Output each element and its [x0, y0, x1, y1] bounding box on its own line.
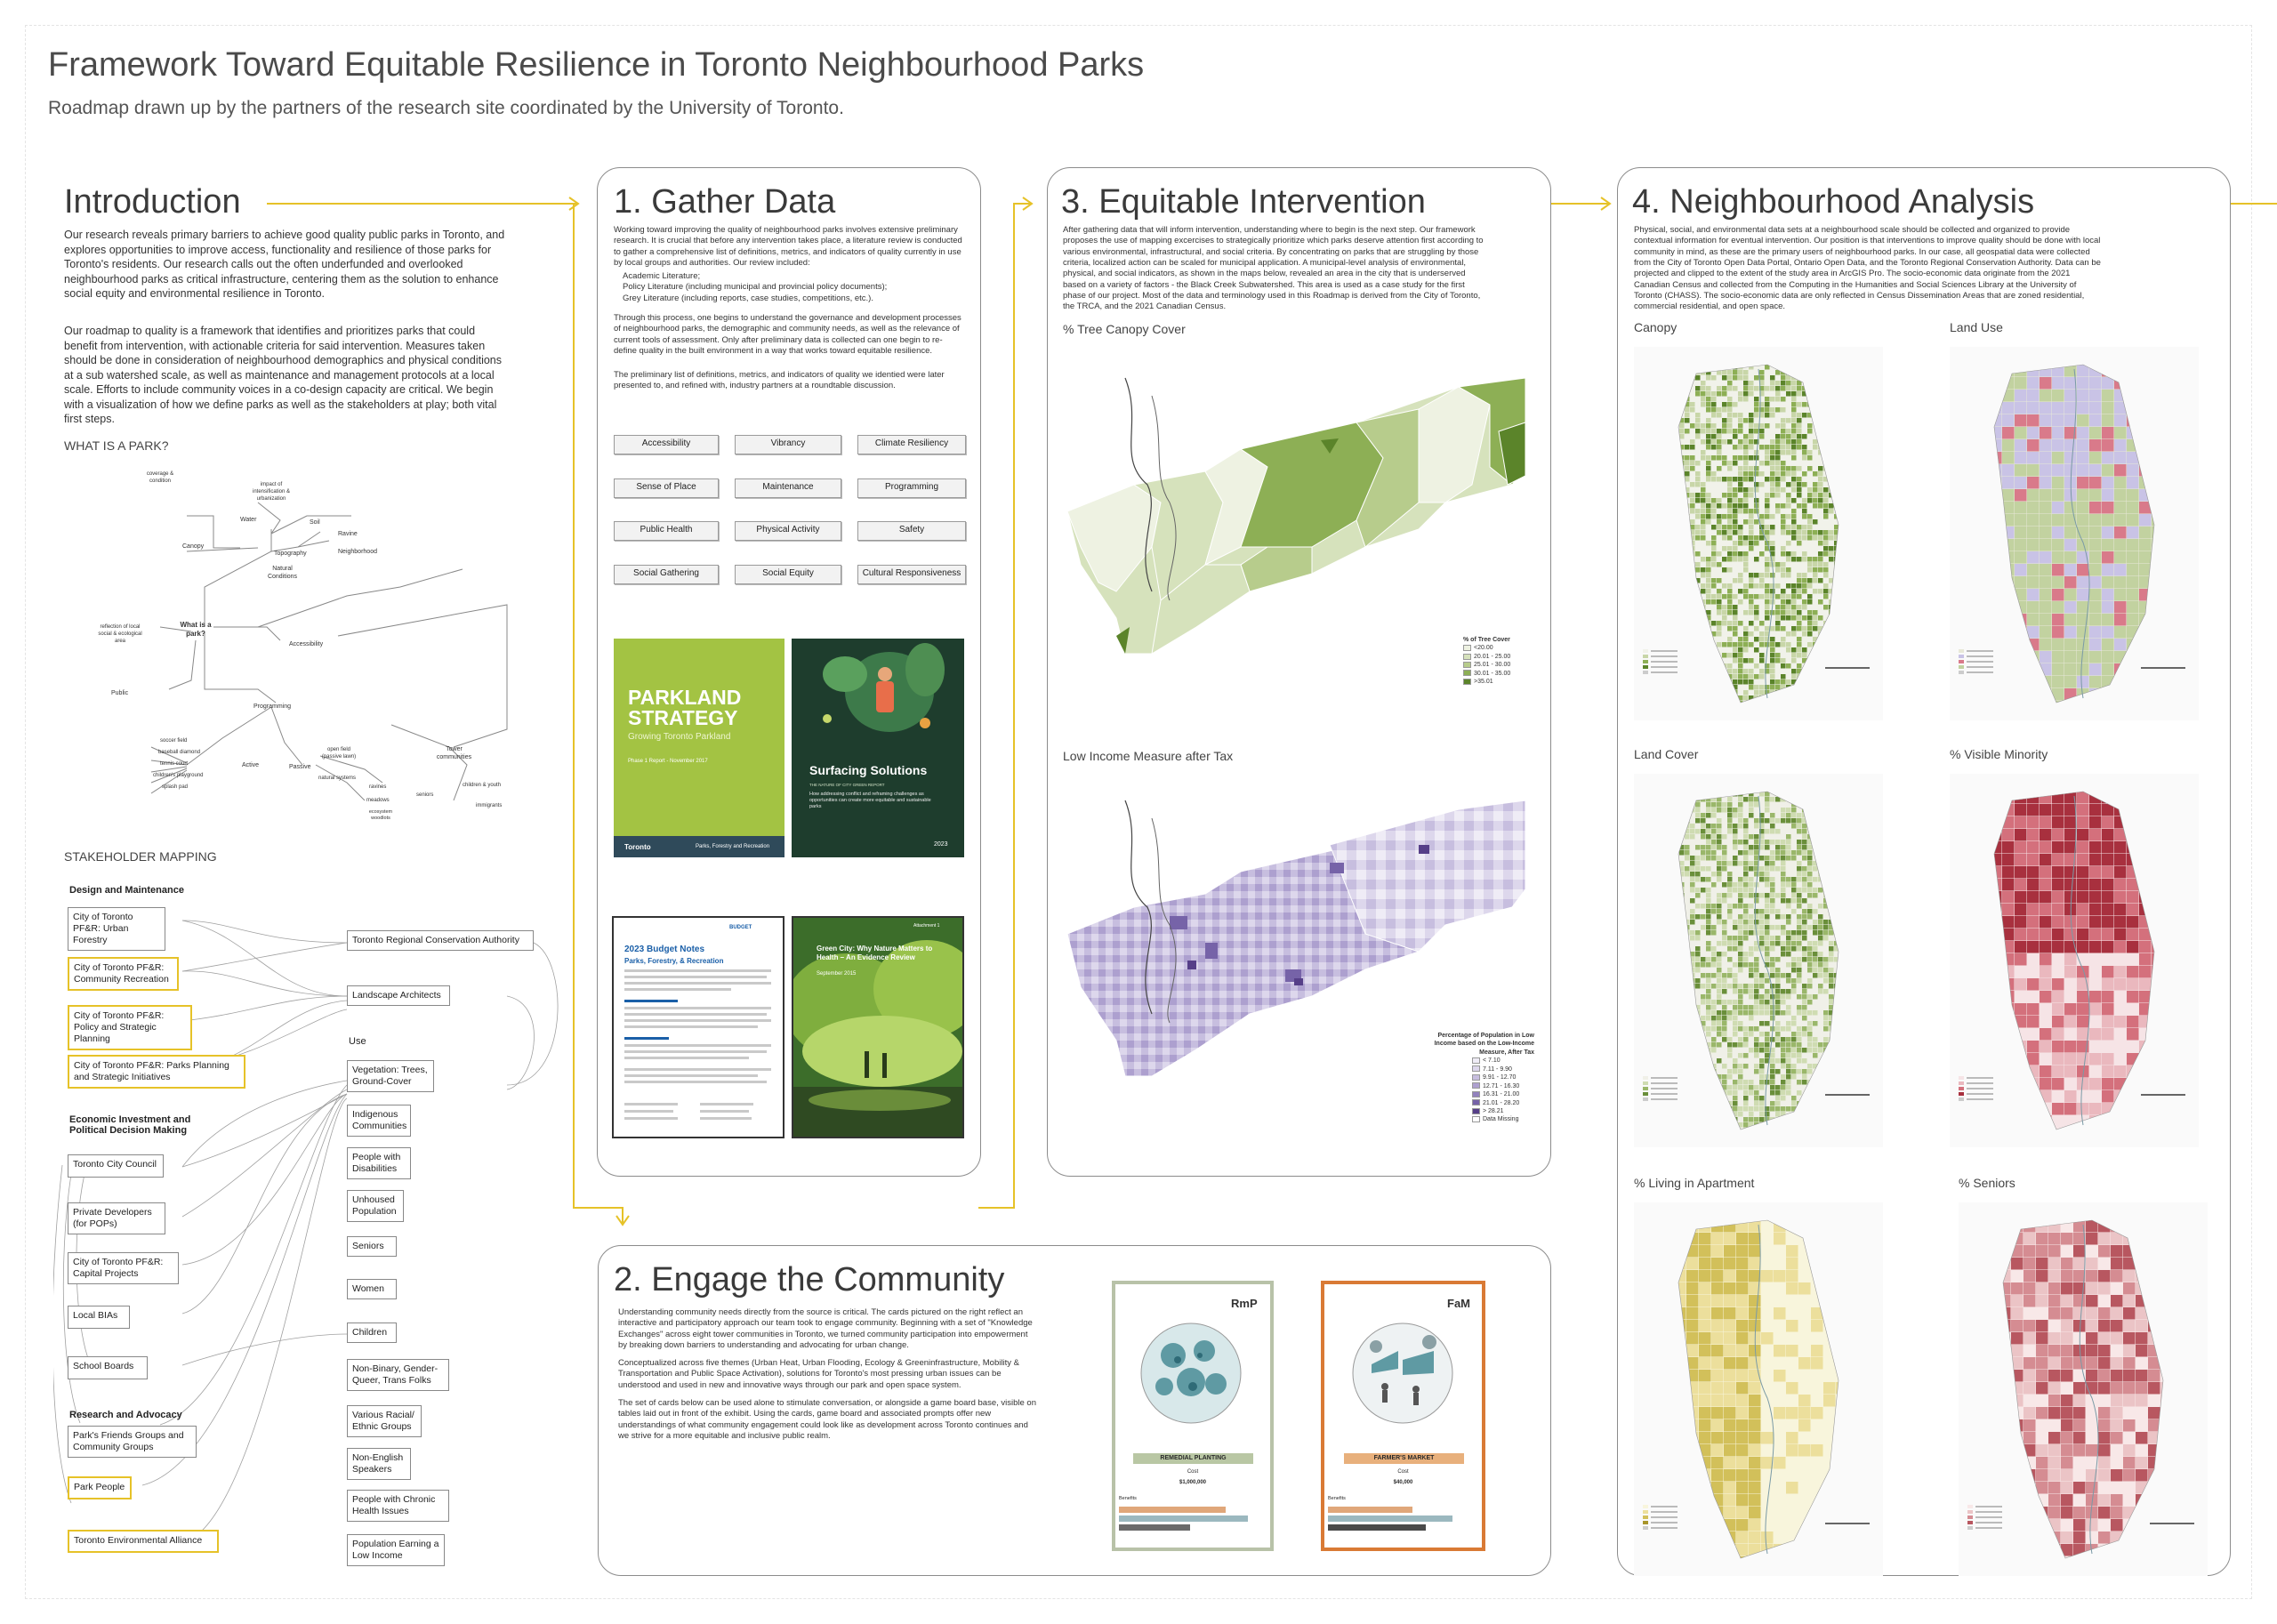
legend-label: 9.91 - 12.70 [1483, 1074, 1517, 1081]
low-income-legend [1428, 1032, 1534, 1124]
stakeholder-box: Non-Binary, Gender-Queer, Trans Folks [347, 1359, 449, 1391]
intervention-paragraph: After gathering data that will inform intervention, understanding where to begin is the next step. Our framework proposes the use of mapping excercises to strategically prioritize which parks deserve attention first according to various environmental, infrastructural, and social criteria. By concentrating on parks that are struggling by those criteria, localized action can be scaled for municipal application. A municipal-level analysis of environmental, physical, and social indicators, as shown in the maps below, revealed an area in the city that is underserved based on a variety of factors - the Black Creek Subwatershed. This area is used as a case study for the first phase of our project. Most of the data and terminology used in this Roadmap is derived from the City of Toronto, the TRCA, and the 2021 Canadian Census. [1063, 225, 1484, 312]
analysis-map-canopy [1634, 347, 1883, 720]
stakeholder-box: Toronto Regional Conservation Authority [347, 930, 534, 951]
mm-natural: Natural Conditions [267, 566, 298, 581]
indicator-pill: Social Equity [735, 565, 841, 584]
analysis-map-title: Land Cover [1634, 747, 1699, 761]
mm-impact: impact of intensification & urbanization [252, 482, 291, 502]
mm-canopy: Canopy [182, 543, 205, 550]
group-design: Design and Maintenance [69, 885, 184, 896]
legend-item [1472, 1073, 1534, 1081]
indicator-pill: Sense of Place [614, 478, 719, 498]
mm-woodlots: ecosystem woodlots [368, 809, 393, 822]
indicator-pill: Physical Activity [735, 521, 841, 541]
analysis-map-minority [1950, 774, 2199, 1147]
card-cost: $1,000,000 [1179, 1480, 1207, 1485]
map-tree-canopy-title: % Tree Canopy Cover [1063, 322, 1186, 336]
mm-natural-systems: natural systems [318, 776, 357, 781]
stakeholder-box: Park People [68, 1476, 132, 1499]
legend-item [1463, 653, 1510, 661]
gather-literature-list [623, 271, 970, 304]
toronto-logo: Toronto [624, 843, 651, 851]
legend-swatch [1472, 1065, 1480, 1072]
legend-label: 30.01 - 35.00 [1474, 670, 1511, 677]
group-use: Use [349, 1036, 366, 1047]
stakeholder-box: Various Racial/ Ethnic Groups [347, 1405, 422, 1437]
stakeholder-box: Indigenous Communities [347, 1105, 411, 1137]
remedial-planting-illustration [1138, 1320, 1244, 1427]
legend-item [1463, 670, 1510, 678]
stakeholder-box: Private Developers (for POPs) [68, 1202, 165, 1234]
budget-logo: BUDGET [729, 925, 752, 930]
mm-ravine: Ravine [338, 531, 358, 537]
poster-subtitle: Roadmap drawn up by the partners of the research site coordinated by the University of Toronto. [48, 98, 844, 118]
green-city-title: Green City: Why Nature Matters to Health – An Evidence Review [817, 945, 933, 961]
analysis-map-title: % Living in Apartment [1634, 1176, 1755, 1190]
card-remedial-planting [1112, 1281, 1274, 1551]
analysis-map-seniors [1959, 1202, 2208, 1576]
intervention-heading: 3. Equitable Intervention [1061, 183, 1426, 221]
legend-item [1472, 1065, 1534, 1073]
stakeholder-box: Park's Friends Groups and Community Groups [68, 1426, 197, 1458]
mm-center: What is a park? [180, 621, 212, 639]
legend-label: > 28.21 [1483, 1107, 1504, 1114]
analysis-map-title: Canopy [1634, 320, 1678, 334]
analysis-map-landuse [1950, 347, 2199, 720]
parkland-strategy-title: PARKLAND STRATEGY [628, 686, 742, 729]
park-mind-map [80, 462, 525, 822]
legend-swatch [1472, 1074, 1480, 1081]
mm-programming: Programming [253, 703, 292, 710]
legend-swatch [1463, 670, 1471, 676]
card-code: RmP [1231, 1297, 1258, 1310]
gather-paragraph-1: Working toward improving the quality of neighbourhood parks involves extensive preliminary research. It is crucial that before any intervention takes place, a literature review is conducted to gather a comprehensive list of definitions, metrics, and indicators of quality currently in use by local groups and authorities. Our review included: [614, 225, 962, 269]
legend-swatch [1463, 662, 1471, 668]
green-city-tag: Attachment 1 [913, 923, 940, 929]
legend-label: < 7.10 [1483, 1057, 1501, 1065]
legend-title: Percentage of Population in Low Income based on the Low-Income Measure, After Tax [1434, 1033, 1534, 1056]
legend-swatch [1463, 654, 1471, 660]
stakeholder-box: Landscape Architects [347, 985, 450, 1006]
green-city-cover [792, 916, 964, 1138]
card-cost-label: Cost [1187, 1469, 1199, 1475]
indicator-pill: Social Gathering [614, 565, 719, 584]
card-benefits-label: Benefits [1119, 1496, 1137, 1501]
mm-tower: Tower communities [436, 746, 472, 761]
mm-tennis: tennis court [160, 761, 189, 767]
legend-label: <20.00 [1474, 645, 1493, 652]
tree-canopy-legend [1463, 636, 1510, 687]
analysis-map-landcover [1634, 774, 1883, 1147]
intro-heading: Introduction [64, 183, 241, 221]
legend-label: 25.01 - 30.00 [1474, 662, 1511, 669]
budget-title: 2023 Budget Notes [624, 945, 705, 954]
mm-baseball: baseball diamond [158, 750, 201, 755]
legend-label: 7.11 - 9.90 [1483, 1065, 1512, 1073]
legend-label: 16.31 - 21.00 [1483, 1091, 1520, 1098]
stakeholder-box: City of Toronto PF&R: Community Recreation [68, 957, 179, 991]
budget-subtitle: Parks, Forestry, & Recreation [624, 957, 724, 965]
card-cost-label: Cost [1397, 1469, 1409, 1475]
legend-item [1463, 678, 1510, 686]
legend-swatch [1463, 679, 1471, 685]
mm-reflection: reflection of local social & ecological area [98, 624, 142, 644]
legend-label: >35.01 [1474, 679, 1493, 686]
indicator-pill: Programming [857, 478, 966, 498]
legend-title: % of Tree Cover [1463, 637, 1510, 643]
surfacing-solutions-cover [792, 639, 964, 857]
legend-item [1472, 1082, 1534, 1090]
stakeholder-box: Non-English Speakers [347, 1448, 411, 1480]
list-item: Academic Literature; [623, 271, 701, 281]
legend-item [1472, 1099, 1534, 1107]
analysis-map-title: % Seniors [1959, 1176, 2016, 1190]
mm-coverage: coverage & condition [146, 471, 174, 484]
mm-neighborhood: Neighborhood [338, 549, 377, 555]
card-code: FaM [1447, 1297, 1470, 1310]
mm-playground: children's playground [153, 773, 204, 778]
poster-title: Framework Toward Equitable Resilience in Toronto Neighbourhood Parks [48, 46, 1145, 84]
legend-item [1472, 1107, 1534, 1115]
parkland-strategy-footer: Parks, Forestry and Recreation [696, 844, 770, 849]
legend-swatch [1472, 1108, 1480, 1114]
legend-item [1472, 1115, 1534, 1123]
card-name: FARMER'S MARKET [1344, 1453, 1464, 1464]
stakeholder-box: Unhoused Population [347, 1190, 404, 1222]
mm-splash: splash pad [162, 784, 189, 790]
stakeholder-box: Women [347, 1279, 397, 1299]
mm-soccer: soccer field [160, 738, 188, 744]
map-low-income-title: Low Income Measure after Tax [1063, 749, 1234, 763]
gather-heading: 1. Gather Data [614, 183, 836, 221]
analysis-paragraph: Physical, social, and environmental data sets at a neighbourhood scale should be collected and organized to provide contextual information for eventual intervention. Our position is that interventions to improve quality should be done with local community in mind, as these are the primary users of neighbourhood parks. In our case, all geospatial data were collected from the City of Toronto Open Data Portal, Ontario Open Data, and the Toronto Regional Conservation Authority. Data can be projected and clipped to the extent of the study area in ArcGIS Pro. The socio-economic data originate from the 2021 Canadian Census and collected from the Computing in the Humanities and Social Sciences Library at the University of Toronto (CHASS). The socio-economic data are only reflected in Census Dissemination Areas that are zoned residential, commercial residential, and open space. [1634, 225, 2101, 312]
intro-paragraph-2: Our roadmap to quality is a framework that identifies and prioritizes parks that could benefit from intervention, with actionable criteria for said intervention. Measures taken should be done in consideration of neighbourhood demographics and physical conditions at a sub watershed scale, as well as maintenance and management protocols at a local scale. Efforts to include community voices in a co-design capacity are critical. We begin with a visualization of how we define parks as well as the stakeholders at play; both vital first steps. [64, 325, 503, 425]
legend-item [1463, 644, 1510, 652]
stakeholder-box: Toronto City Council [68, 1154, 164, 1178]
legend-label: 20.01 - 25.00 [1474, 653, 1511, 660]
mm-water: Water [240, 517, 257, 523]
legend-swatch [1472, 1099, 1480, 1105]
indicator-pill: Vibrancy [735, 435, 841, 454]
stakeholder-box: City of Toronto PF&R: Parks Planning and Strategic Initiatives [68, 1055, 245, 1089]
surfacing-solutions-year: 2023 [934, 841, 948, 848]
mm-meadows: meadows [366, 798, 390, 803]
what-is-park-heading: WHAT IS A PARK? [64, 438, 169, 453]
card-name: REMEDIAL PLANTING [1133, 1453, 1253, 1464]
mm-public: Public [111, 690, 129, 696]
indicator-pill: Safety [857, 521, 966, 541]
indicator-pill: Climate Resiliency [857, 435, 966, 454]
legend-item [1463, 661, 1510, 669]
indicator-pill: Accessibility [614, 435, 719, 454]
legend-label: 12.71 - 16.30 [1483, 1082, 1520, 1089]
green-city-date: September 2015 [817, 971, 857, 977]
surfacing-solutions-sub: THE NATURE OF CITY GREEN REPORT [809, 783, 885, 787]
gather-paragraph-3: The preliminary list of definitions, metrics, and indicators of quality we identied were later presented to, and refined with, industry partners at a roundtable discussion. [614, 370, 945, 391]
group-economic: Economic Investment and Political Decision Making [69, 1114, 191, 1136]
legend-swatch [1472, 1116, 1480, 1122]
legend-item [1472, 1057, 1534, 1065]
stakeholder-box: City of Toronto PF&R: Capital Projects [68, 1252, 179, 1284]
mm-soil: Soil [310, 519, 320, 526]
card-benefits-label: Benefits [1328, 1496, 1346, 1501]
legend-label: Data Missing [1483, 1116, 1519, 1123]
mm-children-youth: children & youth [463, 783, 502, 788]
intro-paragraph-1: Our research reveals primary barriers to achieve good quality public parks in Toronto, and explores opportunities to improve access, functionality and resilience of those parks for Toronto's residents. Our research calls out the often underfunded and overlooked neighbourhood parks as critical infrastructure, centering them as the solution to enhance social equity and environmental resilience in Toronto. [64, 229, 505, 300]
analysis-map-title: Land Use [1950, 320, 2003, 334]
stakeholder-box: City of Toronto PF&R: Policy and Strategic Planning [68, 1005, 192, 1050]
parkland-strategy-subtitle: Growing Toronto Parkland [628, 732, 731, 742]
stakeholder-box: City of Toronto PF&R: Urban Forestry [68, 907, 165, 951]
card-cost: $40,000 [1393, 1480, 1413, 1485]
engage-heading: 2. Engage the Community [614, 1261, 1005, 1298]
indicator-pill: Cultural Responsiveness [857, 565, 966, 584]
surfacing-solutions-title: Surfacing Solutions [809, 763, 928, 777]
card-farmers-market [1321, 1281, 1485, 1551]
legend-swatch [1472, 1082, 1480, 1089]
stakeholder-box: Vegetation: Trees, Ground-Cover [347, 1060, 434, 1092]
surfacing-solutions-desc: How addressing conflict and reframing challenges as opportunities can create more equitable and sustainable parks [809, 792, 931, 810]
legend-swatch [1472, 1057, 1480, 1064]
mm-topography: Topography [274, 551, 307, 557]
stakeholder-box: Local BIAs [68, 1306, 130, 1329]
stakeholder-box: People with Disabilities [347, 1147, 411, 1179]
parkland-strategy-phase: Phase 1 Report - November 2017 [628, 759, 708, 764]
stakeholder-box: Children [347, 1323, 397, 1343]
stakeholder-box: Toronto Environmental Alliance [68, 1530, 219, 1553]
mm-accessibility: Accessibility [289, 641, 324, 647]
mm-immigrants: immigrants [476, 803, 503, 808]
analysis-map-title: % Visible Minority [1950, 747, 2048, 761]
indicator-pill: Public Health [614, 521, 719, 541]
list-item: Grey Literature (including reports, case studies, competitions, etc.). [623, 293, 873, 303]
stakeholder-box: Population Earning a Low Income [347, 1534, 445, 1566]
stakeholder-box: Seniors [347, 1236, 397, 1257]
gather-paragraph-2: Through this process, one begins to understand the governance and development processes of neighbourhood parks, the demographic and community needs, as well as the relevance of current tools of assessment. Only after preliminary data is collected can one begin to re-define quality in the built environment in a way that works toward equitable resilience. [614, 313, 961, 357]
mm-passive: Passive [289, 764, 311, 770]
engage-paragraph-2: Conceptualized across five themes (Urban Heat, Urban Flooding, Ecology & Greeninfrastructure, Mobility & Transportation and Public Space Activation), solutions for Toronto's most pressing urban issues can be understood and used in new and innovative ways through our park and open space system. [618, 1358, 1019, 1390]
analysis-map-apartment [1634, 1202, 1883, 1576]
indicator-pill: Maintenance [735, 478, 841, 498]
list-item: Policy Literature (including municipal and provincial policy documents); [623, 282, 888, 293]
engage-paragraph-1: Understanding community needs directly from the source is critical. The cards pictured on the right reflect an interactive and participatory approach our team took to engage community. Beginning with a set of "Knowledge Exchanges" across eight tower communities in Toronto, we turned community participation into empowerment by breaking down barriers to understanding and advocating for urban change. [618, 1307, 1033, 1351]
stakeholder-box: School Boards [68, 1356, 148, 1379]
legend-swatch [1463, 645, 1471, 651]
farmers-market-illustration [1349, 1320, 1456, 1427]
parkland-strategy-cover [614, 639, 784, 857]
legend-label: 21.01 - 28.20 [1483, 1099, 1520, 1106]
stakeholder-box: People with Chronic Health Issues [347, 1490, 449, 1522]
legend-item [1472, 1090, 1534, 1098]
mm-ravines: ravines [369, 784, 387, 790]
mm-active: Active [242, 762, 260, 768]
mm-openfield: open field (passive lawn) [321, 747, 357, 760]
budget-notes-cover [612, 916, 784, 1138]
group-research: Research and Advocacy [69, 1410, 182, 1420]
analysis-heading: 4. Neighbourhood Analysis [1632, 183, 2035, 221]
legend-swatch [1472, 1091, 1480, 1097]
stakeholder-heading: STAKEHOLDER MAPPING [64, 849, 217, 864]
mm-seniors: seniors [416, 792, 434, 798]
engage-paragraph-3: The set of cards below can be used alone to stimulate conversation, or alongside a game board base, visible on tables laid out in front of the exhibit. Using the cards, game board and associated prompts offer new understandings of what community engagement could look like as development across Toronto continues and we strive for a more equitable and inclusive public realm. [618, 1398, 1037, 1442]
